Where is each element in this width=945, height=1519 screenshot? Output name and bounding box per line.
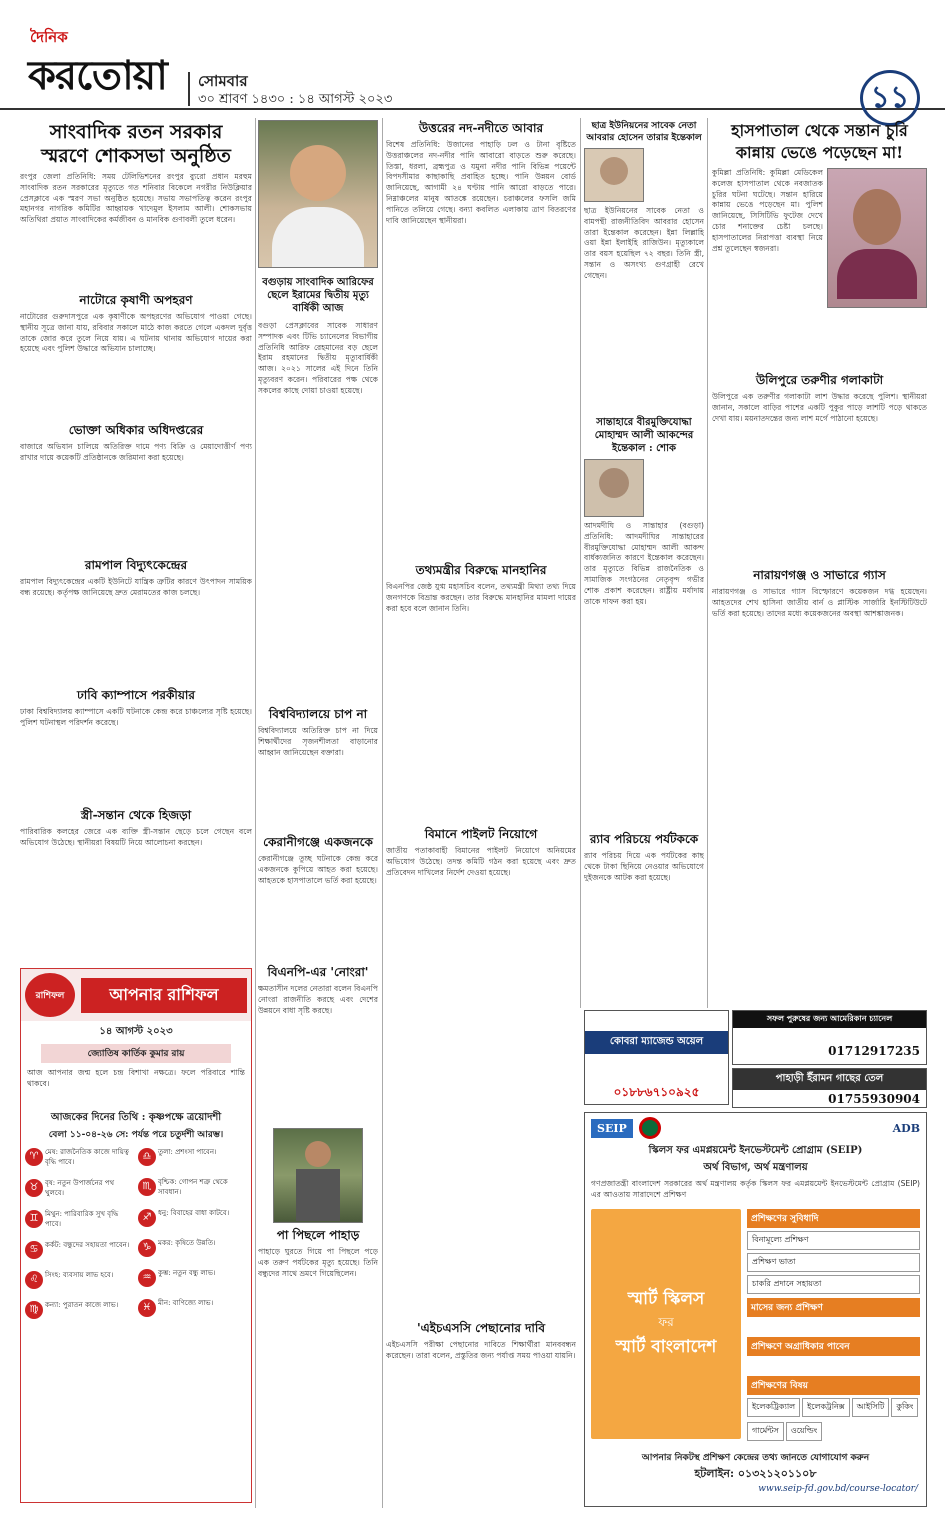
horoscope-tithi: আজকের দিনের তিথি : কৃষ্ণপক্ষে ত্রয়োদশী xyxy=(50,1112,222,1123)
story-headline: ঢাবি ক্যাম্পাসে পরকীয়ার xyxy=(77,688,195,702)
zodiac-text: কুম্ভ: নতুন বন্ধু লাভ। xyxy=(158,1269,216,1277)
adb-logo: ADB xyxy=(892,1121,920,1135)
horoscope-signs-left xyxy=(25,1148,134,1319)
zodiac-taurus-icon: ♉ xyxy=(25,1179,43,1197)
zodiac-text: মিথুন: পারিবারিক সুখ বৃদ্ধি পাবে। xyxy=(45,1210,119,1228)
zodiac-sagittarius-icon: ♐ xyxy=(138,1209,156,1227)
zodiac-row xyxy=(25,1179,134,1198)
story-text: কুমিল্লা প্রতিনিধি: কুমিল্লা মেডিকেল কলেজ হাসপাতাল থেকে নবজাতক চুরির ঘটনা ঘটেছে। সন্তান হারিয়ে কান্নায় ভেঙে পড়েছেন মা। পুলিশ জানিয়েছে, সিসিটিভি ফুটেজ দেখে চোর শনাক্তের চেষ্টা চলছে। হাসপাতালের নিরাপত্তা ব্যবস্থা নিয়ে প্রশ্ন তুলেছেন স্বজনরা। xyxy=(712,168,823,253)
horoscope-signs-right xyxy=(138,1148,247,1319)
seip-section-title: প্রশিক্ষণের বিষয় xyxy=(747,1376,920,1395)
zodiac-text: মীন: বাণিজ্যে লাভ। xyxy=(158,1299,214,1307)
masthead-day: সোমবার xyxy=(198,72,248,90)
zodiac-row xyxy=(138,1209,247,1227)
zodiac-leo-icon: ♌ xyxy=(25,1271,43,1289)
govt-seal-icon xyxy=(639,1117,661,1139)
story-headline: উলিপুরে তরুণীর গলাকাটা xyxy=(755,373,884,387)
story-headline: বিএনপি-এর 'নোংরা' xyxy=(267,965,369,979)
zodiac-row xyxy=(138,1178,247,1197)
zodiac-text: কর্কট: বন্ধুদের সহায়তা পাবেন। xyxy=(45,1241,130,1249)
hiker-photo-face xyxy=(305,1141,331,1167)
seip-details xyxy=(747,1209,920,1444)
story-text: রংপুর জেলা প্রতিনিধি: সময় টেলিভিশনের রংপুর ব্যুরো প্রধান মরহুম সাংবাদিক রতন সরকারের মৃত্যুতে গত শনিবার বিকেলে নগরীর নিউক্লিয়ার প্রেসক্লাবে এক স্মরণ সভা অনুষ্ঠিত হয়েছে। সভায় সভাপতিত্ব করেন রংপুর মহানগর নাগরিক কমিটির আহ্বায়ক খাদেমুল ইসলাম আলী। শোকসভায় অতিথিরা প্রয়াত সাংবাদিকের কর্মজীবন ও মানবিক গুণাবলী তুলে ধরেন। xyxy=(20,172,252,225)
ad-title: সফল পুরুষের জন্য আমেরিকান চ্যানেল xyxy=(733,1011,926,1028)
seip-advertisement[interactable] xyxy=(584,1112,927,1507)
zodiac-row xyxy=(138,1299,247,1317)
ad-title: কোবরা ম্যাজেন্ড অয়েল xyxy=(585,1031,728,1054)
zodiac-text: তুলা: প্রশংসা পাবেন। xyxy=(158,1148,217,1156)
ad-cobra-oil[interactable] xyxy=(584,1010,729,1105)
horoscope-header xyxy=(21,969,251,1021)
seip-banner-line2: ফর xyxy=(658,1315,674,1329)
horoscope-signs xyxy=(21,1142,251,1325)
zodiac-aries-icon: ♈ xyxy=(25,1148,43,1166)
zodiac-row xyxy=(25,1271,134,1289)
ad-title: পাহাড়ী ইঁরামন গাছের তেল xyxy=(733,1069,926,1090)
seip-section-title: প্রশিক্ষণের সুবিধাদি xyxy=(747,1209,920,1228)
headline-5b: কান্নায় ভেঙে পড়েছেন মা! xyxy=(735,143,904,162)
masthead xyxy=(0,0,945,115)
seip-trade: গার্মেন্টস xyxy=(747,1422,784,1441)
column-divider xyxy=(707,118,708,1008)
story-text: বিশেষ প্রতিনিধি: উজানের পাহাড়ি ঢল ও টানা বৃষ্টিতে উত্তরাঞ্চলের নদ-নদীর পানি আবারো বাড়তে শুরু করেছে। তিস্তা, ধরলা, ব্রহ্মপুত্র ও যমুনা নদীর পানি বিভিন্ন পয়েন্টে বিপদসীমার কাছাকাছি প্রবাহিত হচ্ছে। পানি উন্নয়ন বোর্ড জানিয়েছে, আগামী ২৪ ঘণ্টায় পানি আরো বাড়তে পারে। নিম্নাঞ্চলের মানুষ আতঙ্কে রয়েছেন। চরাঞ্চলের ফসলি জমি পানিতে তলিয়ে গেছে। বন্যা কবলিত এলাকায় ত্রাণ বিতরণের দাবি জানিয়েছেন স্থানীয়রা। xyxy=(386,140,576,225)
zodiac-row xyxy=(138,1269,247,1287)
zodiac-row xyxy=(25,1241,134,1259)
story-text: র‍্যাব পরিচয় দিয়ে এক পর্যটকের কাছ থেকে টাকা ছিনিয়ে নেওয়ার অভিযোগে দুইজনকে আটক করা হয়েছে। xyxy=(584,851,704,882)
story-text: কেরানীগঞ্জে তুচ্ছ ঘটনাকে কেন্দ্র করে একজনকে কুপিয়ে আহত করা হয়েছে। আহতকে হাসপাতালে ভর্তি করা হয়েছে। xyxy=(258,854,378,885)
zodiac-text: কন্যা: পুরাতন কাজে লাভ। xyxy=(45,1301,119,1309)
horoscope-logo: রাশিফল xyxy=(25,973,75,1017)
column-divider xyxy=(255,118,256,1508)
story-text: ঢাকা বিশ্ববিদ্যালয় ক্যাম্পাসে একটি ঘটনাকে কেন্দ্র করে চাঞ্চল্যের সৃষ্টি হয়েছে। পুলিশ ঘটনাস্থল পরিদর্শন করেছে। xyxy=(20,707,252,727)
seip-trade: আইসিটি xyxy=(852,1398,890,1417)
column-5 xyxy=(712,120,927,1000)
zodiac-scorpio-icon: ♏ xyxy=(138,1178,156,1196)
mother-photo-body xyxy=(837,249,917,299)
zodiac-row xyxy=(25,1301,134,1319)
seip-description: গণপ্রজাতন্ত্রী বাংলাদেশ সরকারের অর্থ মন্ত্রণালয় কর্তৃক স্কিলস ফর এমপ্লয়মেন্ট ইনভেস্টমেন্ট প্রোগ্রাম (SEIP) এর আওতায় সারাদেশে প্রশিক্ষণ xyxy=(591,1179,920,1199)
story-text: এইচএসসি পরীক্ষা পেছানোর দাবিতে শিক্ষার্থীরা মানববন্ধন করেছেন। তারা বলেন, প্রস্তুতির জন্য পর্যাপ্ত সময় পাওয়া যায়নি। xyxy=(386,1340,576,1360)
zodiac-text: মেষ: রাজনৈতিক কাজে দায়িত্ব বৃদ্ধি পাবে। xyxy=(45,1148,129,1166)
seip-trade: কুকিং xyxy=(891,1398,918,1417)
zodiac-text: সিংহ: ব্যবসায় লাভ হবে। xyxy=(45,1271,114,1279)
story-headline: স্ত্রী-সন্তান থেকে হিজড়া xyxy=(80,808,192,822)
seip-section-title: মাসের জন্য প্রশিক্ষণ xyxy=(747,1298,920,1317)
story-text: আদমদীঘি ও সান্তাহার (বগুড়া) প্রতিনিধি: আদমদীঘির সান্তাহারের বীরমুক্তিযোদ্ধা মোহাম্মদ আলী আকন্দ বার্ধক্যজনিত কারণে ইন্তেকাল করেছেন। তার মৃত্যুতে বিভিন্ন রাজনৈতিক ও সামাজিক সংগঠনের নেতৃবৃন্দ গভীর শোক প্রকাশ করেছেন। রাষ্ট্রীয় মর্যাদায় তাকে দাফন করা হয়। xyxy=(584,521,704,606)
story-headline: ছাত্র ইউনিয়নের সাবেক নেতা আবরার হোসেন তারার ইন্তেকাল xyxy=(586,121,702,143)
story-headline: রামপাল বিদ্যুৎকেন্দ্রের xyxy=(84,558,188,572)
zodiac-text: মকর: কৃষিতে উন্নতি। xyxy=(158,1239,216,1247)
headline-5a: হাসপাতাল থেকে সন্তান চুরি xyxy=(731,121,908,140)
story-headline: কেরানীগঞ্জে একজনকে xyxy=(263,835,373,849)
seip-banner-line3: স্মার্ট বাংলাদেশ xyxy=(615,1337,717,1357)
mother-photo xyxy=(827,168,927,308)
horoscope-title: আপনার রাশিফল xyxy=(81,978,247,1013)
page-number: ১১ xyxy=(860,70,920,126)
obituary-photo xyxy=(584,148,644,202)
seip-hotline: হটলাইন: ০১৩২১২০১১০৮ xyxy=(694,1467,817,1480)
story-text: ছাত্র ইউনিয়নের সাবেক নেতা ও বামপন্থী রাজনীতিবিদ আবরার হোসেন তারা ইন্তেকাল করেছেন। ইন্না লিল্লাহি ওয়া ইন্না ইলাইহি রাজিউন। মৃত্যুকালে তার বয়স হয়েছিল ৭২ বছর। তিনি স্ত্রী, সন্তান ও অসংখ্য গুণগ্রাহী রেখে গেছেন। xyxy=(584,206,704,280)
zodiac-virgo-icon: ♍ xyxy=(25,1301,43,1319)
headline-1a: সাংবাদিক রতন সরকার xyxy=(49,121,223,143)
ad-pahari-oil[interactable] xyxy=(732,1068,927,1108)
story-headline: ভোক্তা অধিকার অধিদপ্তরের xyxy=(68,423,204,437)
zodiac-row xyxy=(25,1148,134,1167)
story-text: নারায়ণগঞ্জ ও সাভারে গ্যাস বিস্ফোরণে কয়েকজন দগ্ধ হয়েছেন। আহতদের শেখ হাসিনা জাতীয় বার্ন ও প্লাস্টিক সার্জারি ইনস্টিটিউটে ভর্তি করা হয়েছে। তাদের মধ্যে কয়েকজনের অবস্থা আশঙ্কাজনক। xyxy=(712,587,927,618)
obituary-photo-face xyxy=(600,157,628,185)
story-text: বগুড়া প্রেসক্লাবের সাবেক সাধারণ সম্পাদক এবং টিভি চ্যানেলের বিভাগীয় প্রতিনিধি আরিফ রেহমানের বড় ছেলে ইরাম রহমানের দ্বিতীয় মৃত্যুবার্ষিকী আজ। ২০২১ সালের এই দিনে তিনি মৃত্যুবরণ করেন। পরিবারের পক্ষ থেকে সকলের কাছে দোয়া চাওয়া হয়েছে। xyxy=(258,321,378,395)
seip-body xyxy=(585,1209,926,1444)
masthead-logo-small: দৈনিক xyxy=(30,28,68,46)
horoscope-intro: আজ আপনার জন্ম হলে চন্দ্র বিশাখা নক্ষত্রে। ফলে পরিবারে শান্তি থাকবে। xyxy=(27,1068,245,1088)
zodiac-capricorn-icon: ♑ xyxy=(138,1239,156,1257)
story-headline: নাটোরে কৃষাণী অপহরণ xyxy=(79,293,193,307)
story-with-photo xyxy=(712,168,927,368)
story-headline: বিমানে পাইলট নিয়োগে xyxy=(424,827,538,841)
story-text: উলিপুরে এক তরুণীর গলাকাটা লাশ উদ্ধার করেছে পুলিশ। স্থানীয়রা জানান, সকালে বাড়ির পাশের একটি পুকুর পাড়ে লাশটি পড়ে থাকতে দেখা যায়। ময়নাতদন্তের জন্য লাশ মর্গে পাঠানো হয়েছে। xyxy=(712,392,927,423)
newspaper-logo: করতোয়া xyxy=(28,52,167,99)
zodiac-gemini-icon: ♊ xyxy=(25,1210,43,1228)
seip-banner-line1: স্মার্ট স্কিলস xyxy=(627,1289,705,1309)
story-headline: র‍্যাব পরিচয়ে পর্যটককে xyxy=(589,832,699,846)
seip-trade: ইলেকট্রিক্যাল xyxy=(747,1398,800,1417)
column-2 xyxy=(258,120,378,1510)
story-headline: উত্তরের নদ-নদীতে আবার xyxy=(418,121,544,135)
story-headline: তথ্যমন্ত্রীর বিরুদ্ধে মানহানির xyxy=(415,563,547,577)
masthead-divider xyxy=(188,72,190,106)
story-text: জাতীয় পতাকাবাহী বিমানের পাইলট নিয়োগে অনিয়মের অভিযোগ উঠেছে। তদন্ত কমিটি গঠন করা হয়েছে এবং দ্রুত প্রতিবেদন দাখিলের নির্দেশ দেওয়া হয়েছে। xyxy=(386,846,576,877)
zodiac-row xyxy=(138,1148,247,1166)
ad-phone: ০১৮৮৬৭১০৯২৫ xyxy=(613,1085,700,1099)
hiker-photo-body xyxy=(296,1169,340,1221)
seip-section-title: প্রশিক্ষণে অগ্রাধিকার পাবেন xyxy=(747,1337,920,1356)
seip-logo: SEIP xyxy=(591,1119,633,1138)
person-photo-body xyxy=(272,207,364,267)
masthead-date: ৩০ শ্রাবণ ১৪৩০ : ১৪ আগস্ট ২০২৩ xyxy=(198,92,393,107)
zodiac-row xyxy=(138,1239,247,1257)
photo-caption: বগুড়ায় সাংবাদিক আরিফের ছেলে ইরামের দ্বিতীয় মৃত্যু বার্ষিকী আজ xyxy=(262,277,374,314)
horoscope-box xyxy=(20,968,252,1503)
hiker-photo xyxy=(273,1128,363,1223)
person-photo xyxy=(258,120,378,268)
column-3 xyxy=(386,120,576,1510)
column-divider xyxy=(382,118,383,1508)
story-headline: পা পিছলে পাহাড় xyxy=(276,1228,360,1242)
seip-benefit: চাকরি প্রদানে সহায়তা xyxy=(747,1275,920,1294)
seip-benefit: বিনামূল্যে প্রশিক্ষণ xyxy=(747,1231,920,1250)
seip-footer: আপনার নিকটস্থ প্রশিক্ষণ কেন্দ্রের তথ্য জানতে যোগাযোগ করুন xyxy=(641,1453,870,1463)
seip-trade: ওয়েল্ডিং xyxy=(786,1422,822,1441)
ad-phone: 01712917235 xyxy=(828,1044,920,1058)
story-headline: 'এইচএসসি পেছানোর দাবি xyxy=(416,1321,546,1335)
zodiac-row xyxy=(25,1210,134,1229)
story-text: বিশ্ববিদ্যালয়ে অতিরিক্ত চাপ না দিয়ে শিক্ষার্থীদের সৃজনশীলতা বাড়ানোর আহ্বান জানিয়েছেন বক্তারা। xyxy=(258,726,378,757)
mother-photo-face xyxy=(853,189,901,245)
story-text: ক্ষমতাসীন দলের নেতারা বলেন বিএনপি নোংরা রাজনীতি করছে এবং দেশের উন্নয়নে বাধা সৃষ্টি করছে। xyxy=(258,984,378,1015)
story-text: বিএনপির জেষ্ঠ যুগ্ম মহাসচিব বলেন, তথ্যমন্ত্রী মিথ্যা তথ্য দিয়ে জনগণকে বিভ্রান্ত করছেন। তার বিরুদ্ধে মানহানির মামলা দায়ের করা হবে বলে জানান তিনি। xyxy=(386,582,576,613)
story-text: পারিবারিক কলহের জেরে এক ব্যক্তি স্ত্রী-সন্তান ছেড়ে চলে গেছেন বলে অভিযোগ উঠেছে। স্থানীয়রা বিষয়টি নিয়ে আলোচনা করছেন। xyxy=(20,827,252,847)
seip-benefit: প্রশিক্ষণ ভাতা xyxy=(747,1253,920,1272)
headline-1b: স্মরণে শোকসভা অনুষ্ঠিত xyxy=(41,145,231,167)
seip-header xyxy=(585,1113,926,1143)
ad-phone: 01755930904 xyxy=(828,1092,920,1106)
obituary-photo xyxy=(584,459,644,517)
seip-trades xyxy=(747,1398,920,1444)
story-headline: সান্তাহারে বীরমুক্তিযোদ্ধা মোহাম্মদ আলী আকন্দের ইন্তেকাল : শোক xyxy=(594,417,694,454)
zodiac-libra-icon: ♎ xyxy=(138,1148,156,1166)
seip-banner xyxy=(591,1209,741,1439)
story-text: রামপাল বিদ্যুৎকেন্দ্রের একটি ইউনিটে যান্ত্রিক ত্রুটির কারণে উৎপাদন সাময়িক বন্ধ রয়েছে। কর্তৃপক্ষ জানিয়েছে দ্রুত মেরামতের কাজ চলছে। xyxy=(20,577,252,597)
zodiac-cancer-icon: ♋ xyxy=(25,1241,43,1259)
story-text: নাটোরের গুরুদাসপুরে এক কৃষাণীকে অপহরণের অভিযোগ পাওয়া গেছে। স্থানীয় সূত্রে জানা যায়, রবিবার সকালে মাঠে কাজ করতে গেলে একদল দুর্বৃত্ত তাকে জোর করে তুলে নিয়ে যায়। এ ঘটনায় থানায় অভিযোগ দায়ের করা হয়েছে এবং পুলিশ উদ্ধারে অভিযান চালাচ্ছে। xyxy=(20,312,252,354)
column-divider xyxy=(580,118,581,1008)
story-headline: নারায়ণগঞ্জ ও সাভারে গ্যাস xyxy=(753,568,886,582)
zodiac-pisces-icon: ♓ xyxy=(138,1299,156,1317)
seip-ministry: অর্থ বিভাগ, অর্থ মন্ত্রণালয় xyxy=(703,1162,808,1173)
story-headline: বিশ্ববিদ্যালয়ে চাপ না xyxy=(268,707,368,721)
story-text: পাহাড়ে ঘুরতে গিয়ে পা পিছলে পড়ে এক তরুণ পর্যটকের মৃত্যু হয়েছে। তিনি বন্ধুদের সাথে ভ্রমণে গিয়েছিলেন। xyxy=(258,1247,378,1278)
horoscope-tithi-sub: বেলা ১১-০৪-২৬ সে: পর্যন্ত পরে চতুর্দশী আরম্ভ। xyxy=(48,1130,224,1140)
zodiac-text: বৃষ: নতুন উপার্জনের পথ খুলবে। xyxy=(45,1179,115,1197)
story-text: বাজারে অভিযান চালিয়ে অতিরিক্ত দামে পণ্য বিক্রি ও মেয়াদোত্তীর্ণ পণ্য রাখার দায়ে কয়েকটি প্রতিষ্ঠানকে জরিমানা করা হয়েছে। xyxy=(20,442,252,462)
person-photo-face xyxy=(290,145,346,201)
obituary-photo-face xyxy=(599,468,629,498)
ad-american-channel[interactable] xyxy=(732,1010,927,1065)
seip-trade: ইলেকট্রনিক্স xyxy=(802,1398,850,1417)
zodiac-aquarius-icon: ♒ xyxy=(138,1269,156,1287)
zodiac-text: বৃশ্চিক: গোপন শত্রু থেকে সাবধান। xyxy=(158,1178,228,1196)
horoscope-author: জ্যোতিষ কার্তিক কুমার রায় xyxy=(41,1044,231,1063)
horoscope-date: ১৪ আগস্ট ২০২৩ xyxy=(99,1026,173,1037)
column-4 xyxy=(584,120,704,1000)
seip-title: স্কিলস ফর এমপ্লয়মেন্ট ইনভেস্টমেন্ট প্রোগ্রাম (SEIP) xyxy=(648,1145,863,1156)
zodiac-text: ধনু: বিবাহের বাধা কাটবে। xyxy=(158,1209,230,1217)
seip-url[interactable]: www.seip-fd.gov.bd/course-locator/ xyxy=(758,1484,918,1494)
